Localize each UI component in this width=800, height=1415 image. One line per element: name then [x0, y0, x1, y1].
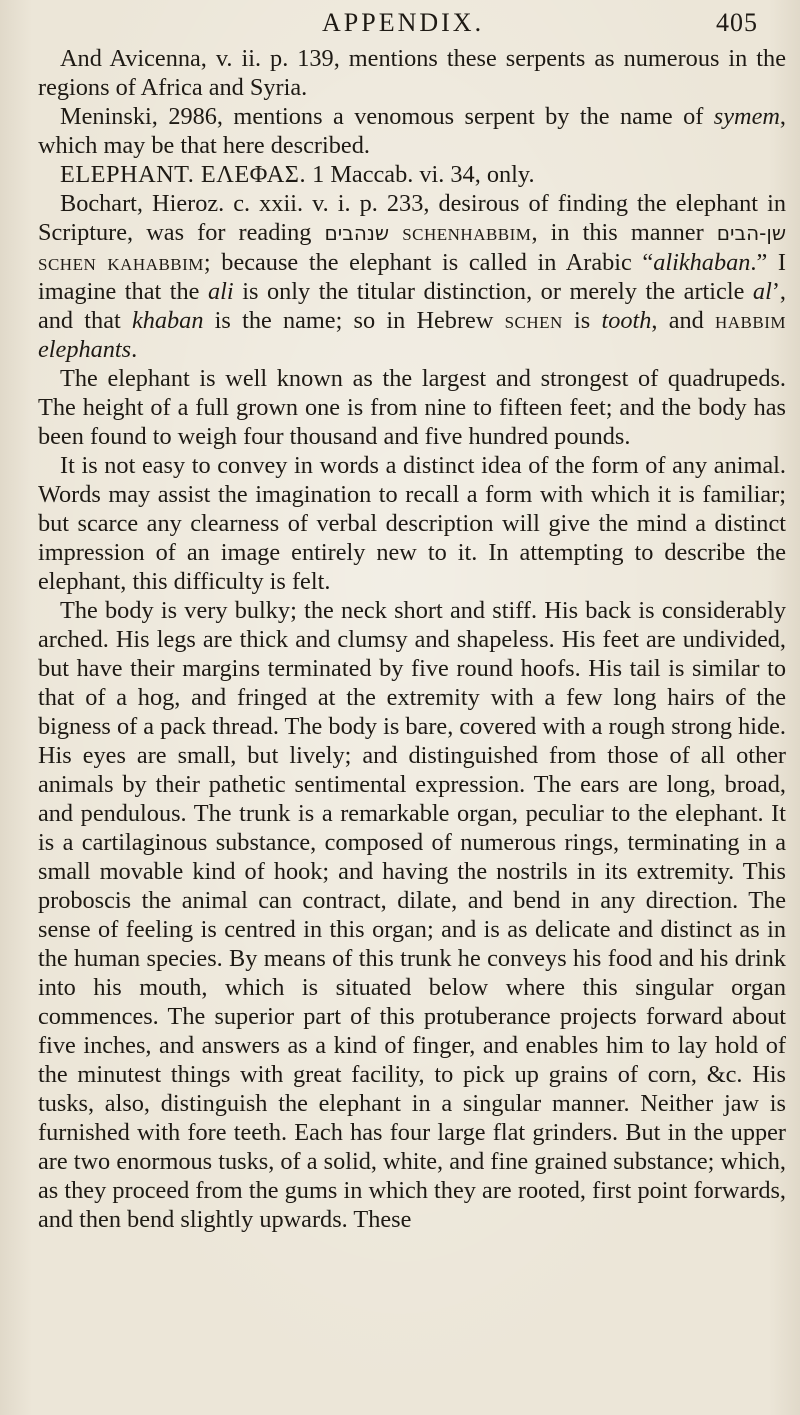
text-run: , which may be that here described.	[38, 103, 786, 159]
italic-text: symem	[713, 103, 780, 130]
paragraph	[38, 102, 786, 160]
body-text	[38, 44, 786, 1234]
page-number: 405	[716, 8, 758, 37]
text-run: .” I imagine that the	[38, 249, 786, 305]
small-caps-text: schen kahabbim	[38, 249, 204, 276]
paragraph	[38, 451, 786, 596]
page-header	[0, 6, 800, 40]
entry-heading: ELEPHANT. ΕΛΕΦΑΣ.	[60, 161, 307, 188]
text-run: is	[562, 307, 602, 334]
text-run: ; because the elephant is called in Arabic “	[203, 249, 654, 276]
italic-text: al	[752, 278, 772, 305]
text-run	[389, 219, 402, 246]
text-run: Meninski, 2986, mentions a venomous serpent by the name of	[60, 103, 714, 130]
text-run: is the name; so in Hebrew	[203, 307, 505, 334]
italic-text: tooth	[601, 307, 652, 334]
small-caps-text: schenhabbim	[402, 219, 532, 246]
paragraph	[38, 364, 786, 451]
paragraph	[38, 160, 786, 189]
running-head: APPENDIX.	[322, 8, 485, 37]
italic-text: ali	[208, 278, 234, 305]
text-run: The body is very bulky; the neck short and stiff. His back is considerably arched. His legs are thick and clumsy and shapeless. His feet are undivided, but have their margins terminated by five round hoofs. His tail is similar to that of a hog, and fringed at the extremity with a few long hairs of the bigness of a pack thread. The body is bare, covered with a rough strong hide. His eyes are small, but lively; and distinguished from those of all other animals by their pathetic sentimental expression. The ears are long, broad, and pendulous. The trunk is a remarkable organ, peculiar to the elephant. It is a cartilaginous substance, composed of numerous rings, terminating in a small movable kind of hook; and having the nostrils in its extremity. This proboscis the animal can contract, dilate, and bend in any direction. The sense of feeling is centred in this organ; and is as delicate and distinct as in the human species. By means of this trunk he conveys his food and his drink into his mouth, which is situated below where this singular organ commences. The superior part of this protuberance projects forward about five inches, and answers as a kind of finger, and enables him to lay hold of the minutest things with great facility, to pick up grains of corn, &c. His tusks, also, distinguish the elephant in a singular manner. Neither jaw is furnished with fore teeth. Each has four large flat grinders. But in the upper are two enormous tusks, of a solid, white, and fine grained substance; which, as they proceed from the gums in which they are rooted, first point forwards, and then bend slightly upwards. These	[38, 597, 786, 1233]
hebrew-text: שנהבים	[324, 221, 390, 245]
text-run: It is not easy to convey in words a distinct idea of the form of any animal. Words may assist the imagination to recall a form with which it is familiar; but scarce any clearness of verbal description will give the mind a distinct impression of an image entirely new to it. In attempting to describe the elephant, this difficulty is felt.	[38, 452, 786, 595]
hebrew-text: שן-הבים	[716, 221, 786, 245]
text-run: The elephant is well known as the largest and strongest of quadrupeds. The height of a full grown one is from nine to fifteen feet; and the body has been found to weigh four thousand and five hundred pounds.	[38, 365, 786, 450]
italic-text: elephants	[38, 336, 132, 363]
text-run: , in this manner	[531, 219, 717, 246]
text-run: is only the titular distinction, or merely the article	[233, 278, 753, 305]
text-run: 1 Maccab. vi. 34, only.	[306, 161, 535, 188]
italic-text: khaban	[131, 307, 204, 334]
paragraph	[38, 44, 786, 102]
paragraph	[38, 596, 786, 1234]
text-run: And Avicenna, v. ii. p. 139, mentions these serpents as numerous in the regions of Africa and Syria.	[38, 45, 786, 101]
text-run: Bochart, Hieroz. c. xxii. v. i. p. 233, desirous of finding the elephant in Scripture, was for reading	[38, 190, 786, 246]
small-caps-text: habbim	[714, 307, 786, 334]
text-run: .	[131, 336, 138, 363]
small-caps-text: schen	[504, 307, 563, 334]
paragraph	[38, 189, 786, 364]
text-run: ’, and that	[38, 278, 786, 334]
italic-text: alikhaban	[653, 249, 751, 276]
text-run: , and	[651, 307, 715, 334]
